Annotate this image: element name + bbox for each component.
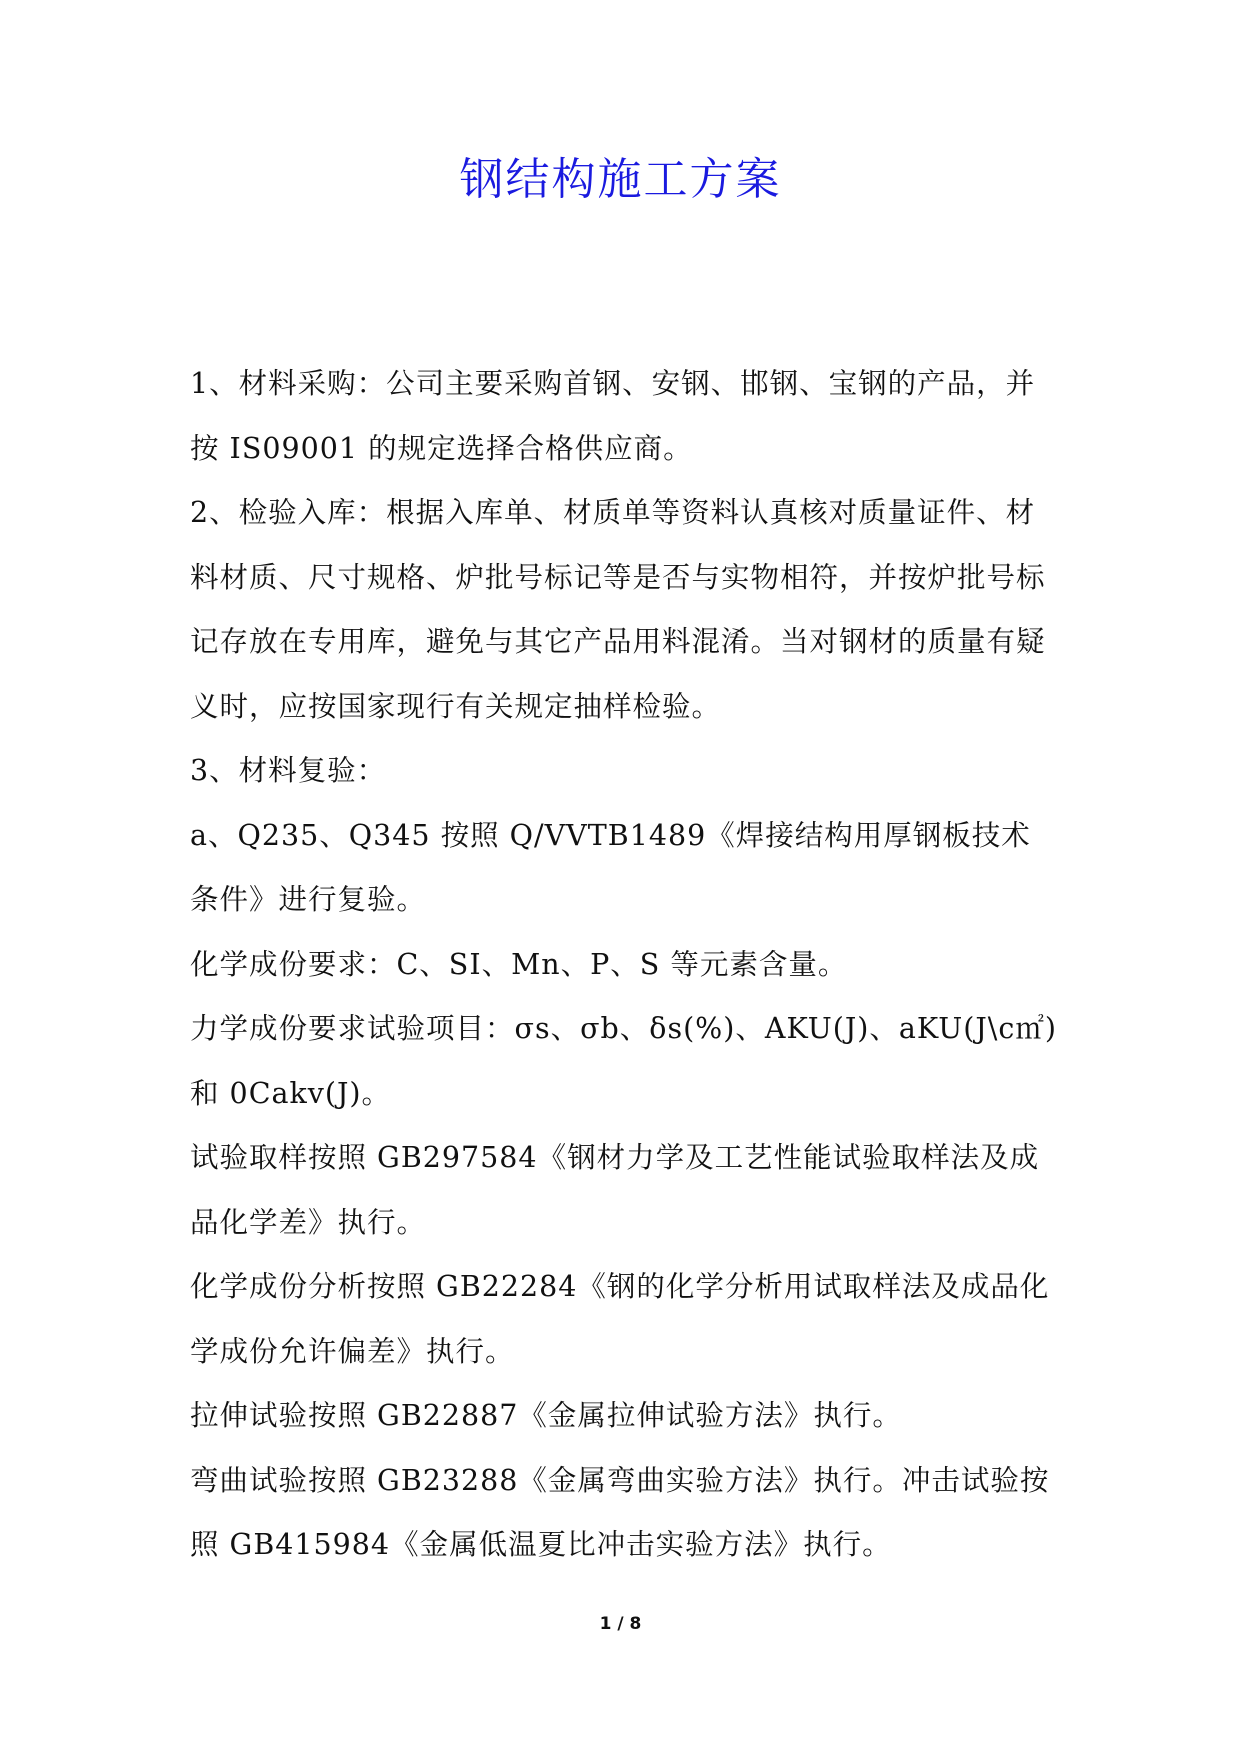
paragraph-mechanical-requirements: 力学成份要求试验项目：σs、σb、δs(%)、AKU(J)、aKU(J\c㎡)和 0Cakv(J)。 <box>190 1012 1057 1110</box>
document-title: 钢结构施工方案 <box>459 154 782 205</box>
paragraph-sampling-standard: 试验取样按照 GB297584《钢材力学及工艺性能试验取样法及成品化学差》执行。 <box>190 1141 1040 1239</box>
paragraph-chemical-analysis-standard: 化学成份分析按照 GB22284《钢的化学分析用试取样法及成品化学成份允许偏差》执行。 <box>190 1270 1050 1368</box>
paragraph-tensile-test: 拉伸试验按照 GB22887《金属拉伸试验方法》执行。 <box>190 1399 902 1432</box>
page-number: 1 / 8 <box>599 1614 642 1634</box>
paragraph-inspection-storage: 2、检验入库：根据入库单、材质单等资料认真核对质量证件、材料材质、尺寸规格、炉批号标记等是否与实物相符，并按炉批号标记存放在专用库，避免与其它产品用料混淆。当对钢材的质量有疑义时，应按国家现行有关规定抽样检验。 <box>190 496 1046 723</box>
paragraph-material-purchase: 1、材料采购：公司主要采购首钢、安钢、邯钢、宝钢的产品，并按 IS09001 的规定选择合格供应商。 <box>190 367 1036 465</box>
document-body <box>190 352 1060 1578</box>
paragraph-material-recheck-heading: 3、材料复验： <box>190 754 387 787</box>
paragraph-chemical-requirements: 化学成份要求：C、SI、Mn、P、S 等元素含量。 <box>190 947 848 981</box>
paragraph-bend-impact-test: 弯曲试验按照 GB23288《金属弯曲实验方法》执行。冲击试验按照 GB415984《金属低温夏比冲击实验方法》执行。 <box>190 1463 1050 1561</box>
paragraph-recheck-standard: a、Q235、Q345 按照 Q/VVTB1489《焊接结构用厚钢板技术条件》进行复验。 <box>190 818 1031 916</box>
